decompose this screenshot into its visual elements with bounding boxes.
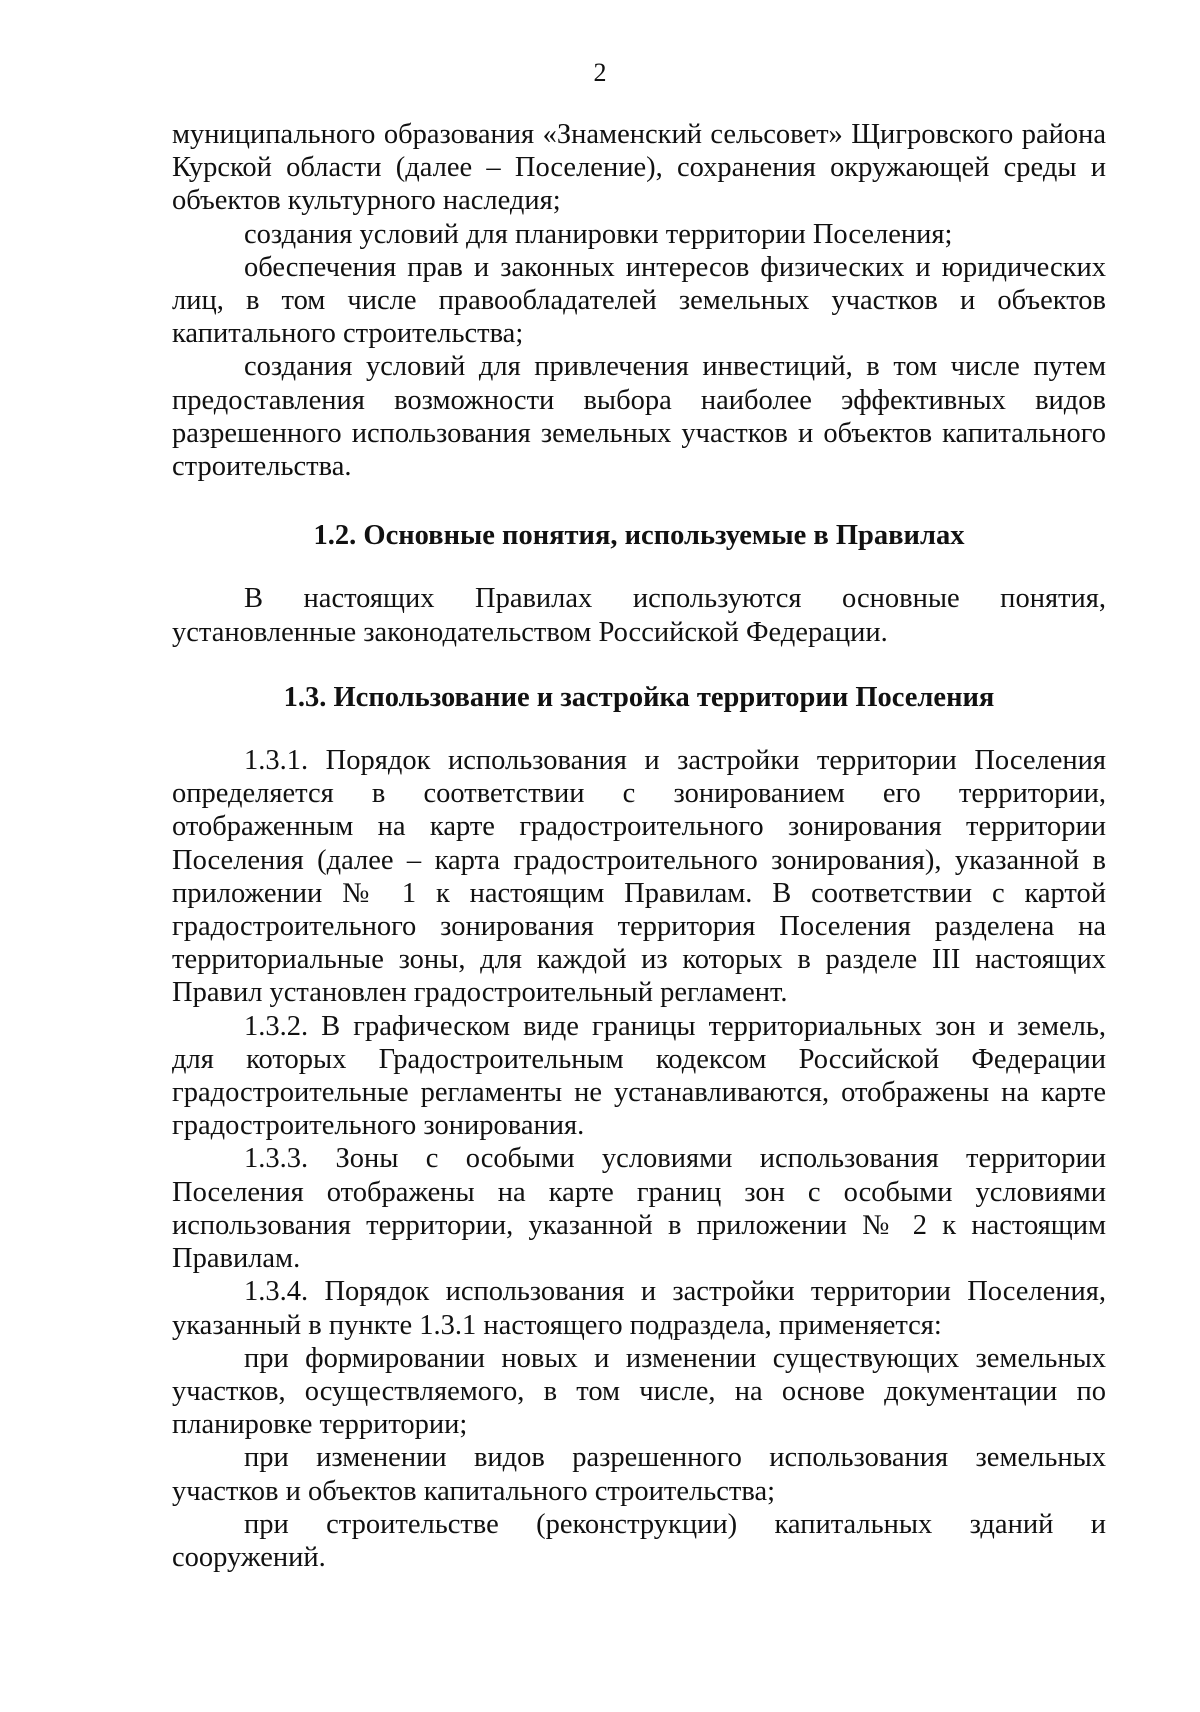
paragraph-investment-conditions: создания условий для привлечения инвестиций, в том числе путем предоставления возможности выбора наиболее эффективных видов разрешенного использования земельных участков и объектов капитального строительства. (172, 351, 1106, 483)
paragraph-1-3-2: 1.3.2. В графическом виде границы территориальных зон и земель, для которых Градостроительным кодексом Российской Федерации градостроительные регламенты не устанавливаются, отображены на карте градостроительного зонирования. (172, 1010, 1106, 1142)
document-body (172, 118, 1106, 1574)
section-heading-1-2: 1.2. Основные понятия, используемые в Правилах (313, 520, 965, 552)
paragraph-1-3-4: 1.3.4. Порядок использования и застройки территории Поселения, указанный в пункте 1.3.1 настоящего подраздела, применяется: (172, 1276, 1106, 1341)
paragraph-intro-continuation: муниципального образования «Знаменский сельсовет» Щигровского района Курской области (далее – Поселение), сохранения окружающей среды и объектов культурного наследия; (172, 119, 1106, 217)
page-number: 2 (593, 58, 607, 87)
paragraph-1-3-3: 1.3.3. Зоны с особыми условиями использования территории Поселения отображены на карте границ зон с особыми условиями использования территории, указанной в приложении № 2 к настоящим Правилам. (172, 1143, 1106, 1275)
section-heading-1-3: 1.3. Использование и застройка территории Поселения (283, 681, 995, 713)
paragraph-rights-protection: обеспечения прав и законных интересов физических и юридических лиц, в том числе правообладателей земельных участков и объектов капитального строительства; (172, 251, 1106, 350)
paragraph-new-plots: при формировании новых и изменении существующих земельных участков, осуществляемого, в том числе, на основе документации по планировке территории; (172, 1342, 1106, 1441)
paragraph-planning-conditions: создания условий для планировки территории Поселения; (244, 218, 953, 250)
paragraph-1-3-1: 1.3.1. Порядок использования и застройки территории Поселения определяется в соответствии с зонированием его территории, отображенным на карте градостроительного зонирования территории Поселения (далее – карта градостроительного зонирования), указанной в приложении № 1 к настоящим Правилам. В соответствии с картой градостроительного зонирования территория Поселения разделена на территориальные зоны, для каждой из которых в разделе III настоящих Правил установлен градостроительный регламент. (172, 745, 1106, 1009)
paragraph-construction: при строительстве (реконструкции) капитальных зданий и сооружений. (172, 1508, 1106, 1573)
paragraph-basic-concepts: В настоящих Правилах используются основные понятия, установленные законодательством Российской Федерации. (172, 583, 1106, 648)
paragraph-use-change: при изменении видов разрешенного использования земельных участков и объектов капитального строительства; (172, 1442, 1106, 1507)
